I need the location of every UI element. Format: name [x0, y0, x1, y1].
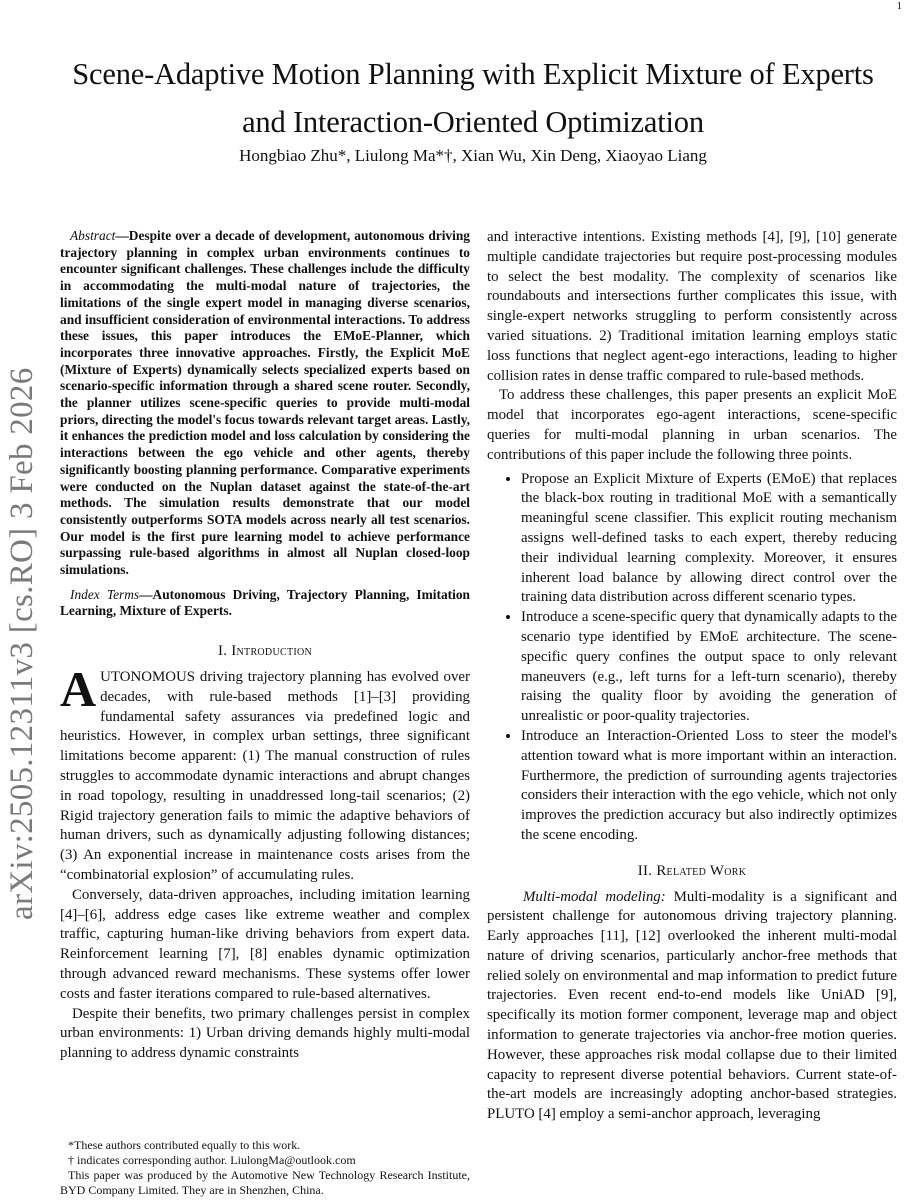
subsection-label: Multi-modal modeling: — [523, 888, 666, 905]
title-line-1: Scene-Adaptive Motion Planning with Explicit Mixture of Experts — [72, 57, 874, 91]
abstract-label: Abstract — [70, 228, 116, 243]
drop-cap: A — [60, 660, 97, 717]
author-list: Hongbiao Zhu*, Liulong Ma*†, Xian Wu, Xin Deng, Xiaoyao Liang — [239, 146, 707, 165]
footnote-corresponding-author: † indicates corresponding author. LiulongMa@outlook.com — [68, 1153, 356, 1167]
contribution-item: • Propose an Explicit Mixture of Experts (EMoE) that replaces the black-box routing in traditional MoE with a semantically meaningful scene classifier. This explicit routing mechanism assigns well-defined tasks to each expert, thereby reducing their individual learning complexity. Moreover, it ensures inherent load balance by allowing direct control over the training data distribution across different scenario types. — [521, 470, 897, 609]
abstract — [60, 228, 470, 579]
related-paragraph-1: Multi-modal modeling: Multi-modality is a significant and persistent challenge for autonomous driving trajectory planning. Early approaches [11], [12] overlooked the inherent multi-modal nature of driving scenarios, particularly anchor-free methods that relied solely on environmental and map information to predict future trajectories. Even recent end-to-end models like UniAD [9], specifically its motion former component, leverage map and object information to generate trajectories via anchor-free motion queries. However, these approaches risk modal collapse due to their limited capacity to represent diverse potential behaviors. Current state-of-the-art models are increasingly adopting anchor-based strategies. PLUTO [4] employ a semi-anchor approach, leveraging — [487, 888, 897, 1123]
paper-title — [40, 50, 906, 146]
abstract-text: —Despite over a decade of development, autonomous driving trajectory planning in complex urban environments continues to encounter significant challenges. These challenges include the difficulty in accommodating the multi-modal nature of trajectories, the limitations of the single expert model in managing diverse scenarios, and insufficient consideration of environmental interactions. To address these issues, this paper introduces the EMoE-Planner, which incorporates three innovative approaches. Firstly, the Explicit MoE (Mixture of Experts) dynamically selects specialized experts based on scenario-specific information through a shared scene router. Secondly, the planner utilizes scene-specific queries to provide multi-modal priors, directing the model's focus towards relevant target areas. Lastly, it enhances the prediction model and loss calculation by considering the interactions between the ego vehicle and other agents, thereby significantly boosting planning performance. Comparative experiments were conducted on the Nuplan dataset against the state-of-the-art methods. The simulation results demonstrate that our model consistently outperforms SOTA models across nearly all test scenarios. Our model is the first pure learning model to achieve performance surpassing rule-based algorithms in almost all Nuplan closed-loop simulations. — [60, 228, 470, 578]
intro-paragraph-4: To address these challenges, this paper presents an explicit MoE model that incorporates ego-agent interactions, scene-specific queries for multi-modal planning in urban scenarios. The contributions of this paper include the following three points. — [487, 387, 897, 463]
intro-paragraph-3: Despite their benefits, two primary challenges persist in complex urban environments: 1) Urban driving demands highly multi-modal planning to address dynamic constraints — [60, 1005, 470, 1062]
intro-paragraph-3-continued: and interactive intentions. Existing methods [4], [9], [10] generate multiple candidate trajectories but require post-processing modules to select the best modality. The complexity of scenarios like roundabouts and intersections further complicates this issue, with single-expert networks struggling to perform consistently across varied situations. 2) Traditional imitation learning employs static loss functions that neglect agent-ego interactions, leading to higher collision rates in dense traffic compared to rule-based methods. — [487, 229, 897, 384]
arxiv-stamp: arXiv:2505.12311v3 [cs.RO] 3 Feb 2026 — [4, 367, 40, 920]
footnote-affiliation: This paper was produced by the Automotive New Technology Research Institute, BYD Company Limited. They are in Shenzhen, China. — [60, 1168, 470, 1197]
contribution-item: • Introduce a scene-specific query that dynamically adapts to the scenario type identified by EMoE architecture. The scene-specific query confines the output space to only relevant maneuvers (e.g., left turns for a left-turn scenario), thereby raising the quality floor by avoiding the generation of unrealistic or poor-quality trajectories. — [521, 608, 897, 727]
index-terms-label: Index Terms — [70, 586, 140, 602]
section-heading-related-work: II. Related Work — [637, 862, 747, 879]
right-column — [487, 228, 897, 1125]
title-line-2: and Interaction-Oriented Optimization — [242, 105, 704, 139]
index-terms — [60, 587, 470, 620]
intro-paragraph-1: AUTONOMOUS driving trajectory planning has evolved over decades, with rule-based methods [1]–[3] providing fundamental safety assurances via predefined logic and heuristics. However, in complex urban settings, three significant limitations become apparent: (1) The manual construction of rules struggles to accommodate dynamic interactions and abrupt changes in road topology, resulting in unaddressed long-tail scenarios; (2) Rigid trajectory generation fails to mimic the adaptive behaviors of human drivers, such as dynamically adjusting following distances; (3) An exponential increase in maintenance costs arises from the “combinatorial explosion” of accumulating rules. — [60, 660, 470, 883]
section-heading-introduction: I. Introduction — [217, 643, 313, 660]
intro-paragraph-2: Conversely, data-driven approaches, including imitation learning [4]–[6], address edge cases like extreme weather and complex traffic, capturing human-like driving behaviors from expert data. Reinforcement learning [7], [8] enables dynamic optimization through advanced reward mechanisms. These systems offer lower costs and faster iterations compared to rule-based alternatives. — [60, 886, 470, 1002]
contributions-list — [487, 470, 897, 846]
footnote-equal-contribution: *These authors contributed equally to this work. — [68, 1138, 301, 1152]
footnotes — [60, 1138, 470, 1198]
left-column — [60, 228, 470, 1064]
contribution-item: • Introduce an Interaction-Oriented Loss to steer the model's attention toward what is more important within an interaction. Furthermore, the prediction of surrounding agents trajectories considers their interaction with the ego vehicle, which not only improves the prediction accuracy but also indirectly optimizes the scene encoding. — [521, 727, 897, 846]
index-terms-text: —Autonomous Driving, Trajectory Planning, Imitation Learning, Mixture of Experts. — [60, 586, 470, 619]
page-number: 1 — [896, 0, 902, 12]
